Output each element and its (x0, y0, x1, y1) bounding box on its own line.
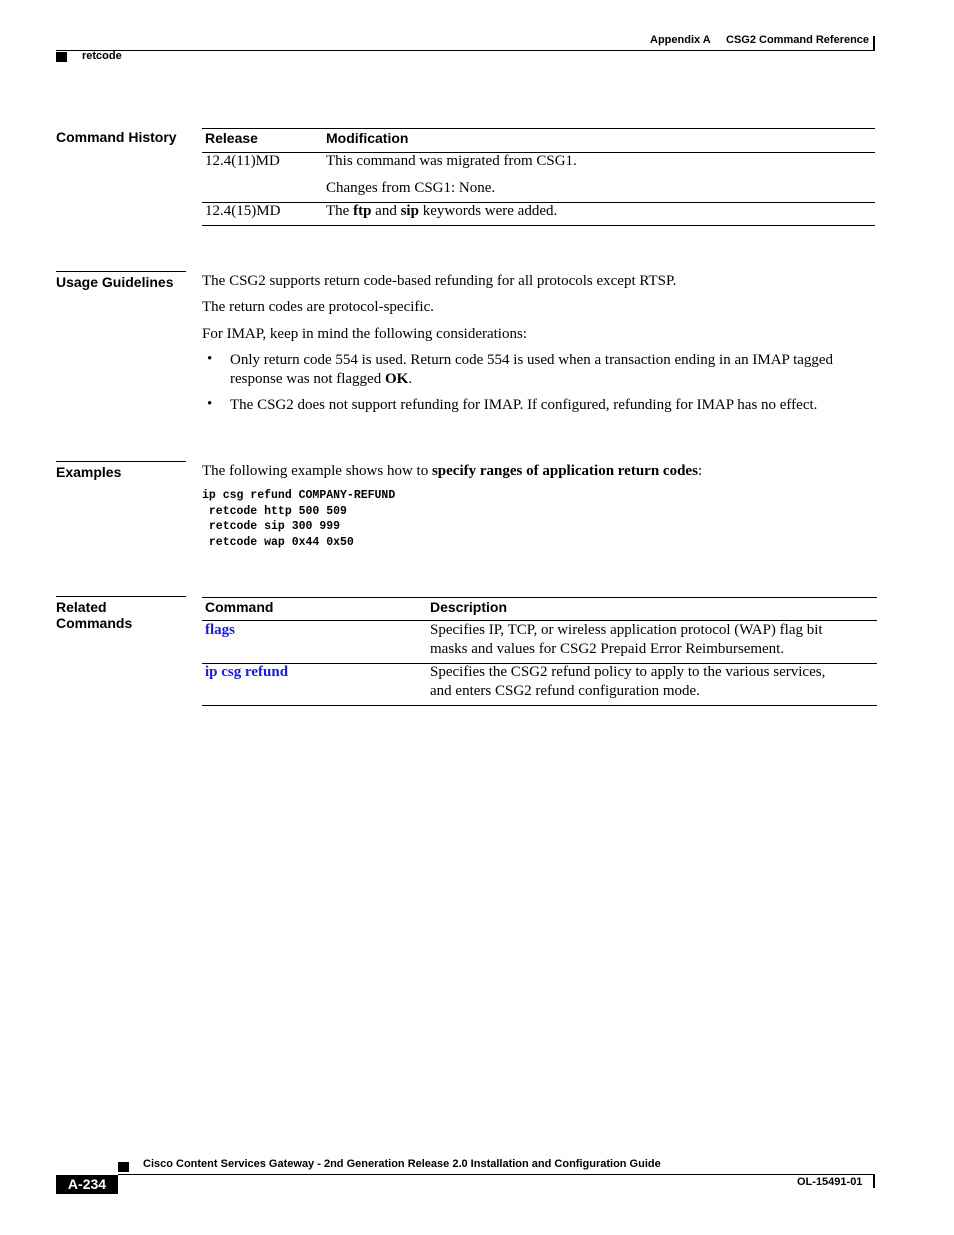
history-col-modification: Modification (326, 130, 409, 146)
related-commands-heading: Related Commands (56, 596, 186, 631)
code-line-2: retcode http 500 509 (202, 505, 347, 518)
page-number: A-234 (56, 1175, 118, 1194)
examples-intro: The following example shows how to specify ranges of application return codes: (202, 463, 703, 479)
history-row-2-release: 12.4(15)MD (205, 203, 281, 219)
header-chapter: CSG2 Command Reference (726, 34, 870, 46)
related-table-bottom-rule (202, 705, 877, 706)
history-row-1-release: 12.4(11)MD (205, 153, 280, 169)
code-line-3: retcode sip 300 999 (202, 520, 341, 533)
flags-link[interactable]: flags (205, 622, 235, 638)
header-bar (873, 36, 875, 51)
usage-bullet-1-line-1: Only return code 554 is used. Return code 554 is used when a transaction ending in an IMAP tagged (230, 352, 834, 368)
usage-paragraph-1: The CSG2 supports return code-based refunding for all protocols except RTSP. (202, 273, 677, 289)
related-col-description: Description (430, 599, 508, 615)
related-row-2-command (205, 663, 288, 682)
usage-bullet-2: The CSG2 does not support refunding for IMAP. If configured, refunding for IMAP has no effect. (230, 397, 818, 413)
footer-marker (118, 1162, 129, 1172)
sip-keyword: sip (400, 203, 419, 219)
usage-paragraph-3: For IMAP, keep in mind the following considerations: (202, 326, 527, 342)
ok-keyword: OK (384, 371, 409, 387)
related-row-2-desc-line-2: and enters CSG2 refund configuration mode. (430, 683, 700, 699)
header-command: retcode (82, 50, 122, 62)
history-table-bottom-rule (202, 225, 875, 226)
history-row-1-note: Changes from CSG1: None. (326, 180, 496, 196)
related-row-1-desc-line-2: masks and values for CSG2 Prepaid Error Reimbursement. (430, 641, 785, 657)
header-rule (56, 50, 875, 51)
footer-bar (873, 1175, 875, 1188)
ftp-keyword: ftp (353, 203, 372, 219)
code-line-1: ip csg refund COMPANY-REFUND (202, 489, 396, 502)
bullet-marker: • (207, 396, 213, 412)
usage-paragraph-2: The return codes are protocol-specific. (202, 299, 434, 315)
related-row-1-desc-line-1: Specifies IP, TCP, or wireless application protocol (WAP) flag bit (430, 622, 823, 638)
bullet-marker: • (207, 351, 213, 367)
related-table-top-rule (202, 597, 877, 598)
footer-guide-title: Cisco Content Services Gateway - 2nd Generation Release 2.0 Installation and Configuration Guide (143, 1158, 661, 1170)
usage-bullet-1-line-2: response was not flagged OK. (230, 371, 413, 387)
header-appendix: Appendix A (650, 34, 711, 46)
history-col-release: Release (205, 130, 258, 146)
header-marker (56, 52, 67, 62)
footer-doc-number: OL-15491-01 (797, 1176, 863, 1188)
ip-csg-refund-link[interactable]: ip csg refund (205, 664, 289, 680)
command-history-heading: Command History (56, 129, 177, 145)
examples-heading: Examples (56, 461, 186, 480)
examples-intro-emphasis: specify ranges of application return codes (431, 463, 698, 479)
related-row-1-command (205, 621, 235, 640)
history-table-top-rule (202, 128, 875, 129)
history-row-1-modification: This command was migrated from CSG1. (326, 153, 577, 169)
related-row-2-desc-line-1: Specifies the CSG2 refund policy to apply to the various services, (430, 664, 826, 680)
history-row-2-modification: The ftp and sip keywords were added. (326, 203, 558, 219)
footer-rule (118, 1174, 875, 1175)
code-line-4: retcode wap 0x44 0x50 (202, 536, 354, 549)
related-col-command: Command (205, 599, 274, 615)
usage-guidelines-heading: Usage Guidelines (56, 271, 186, 290)
